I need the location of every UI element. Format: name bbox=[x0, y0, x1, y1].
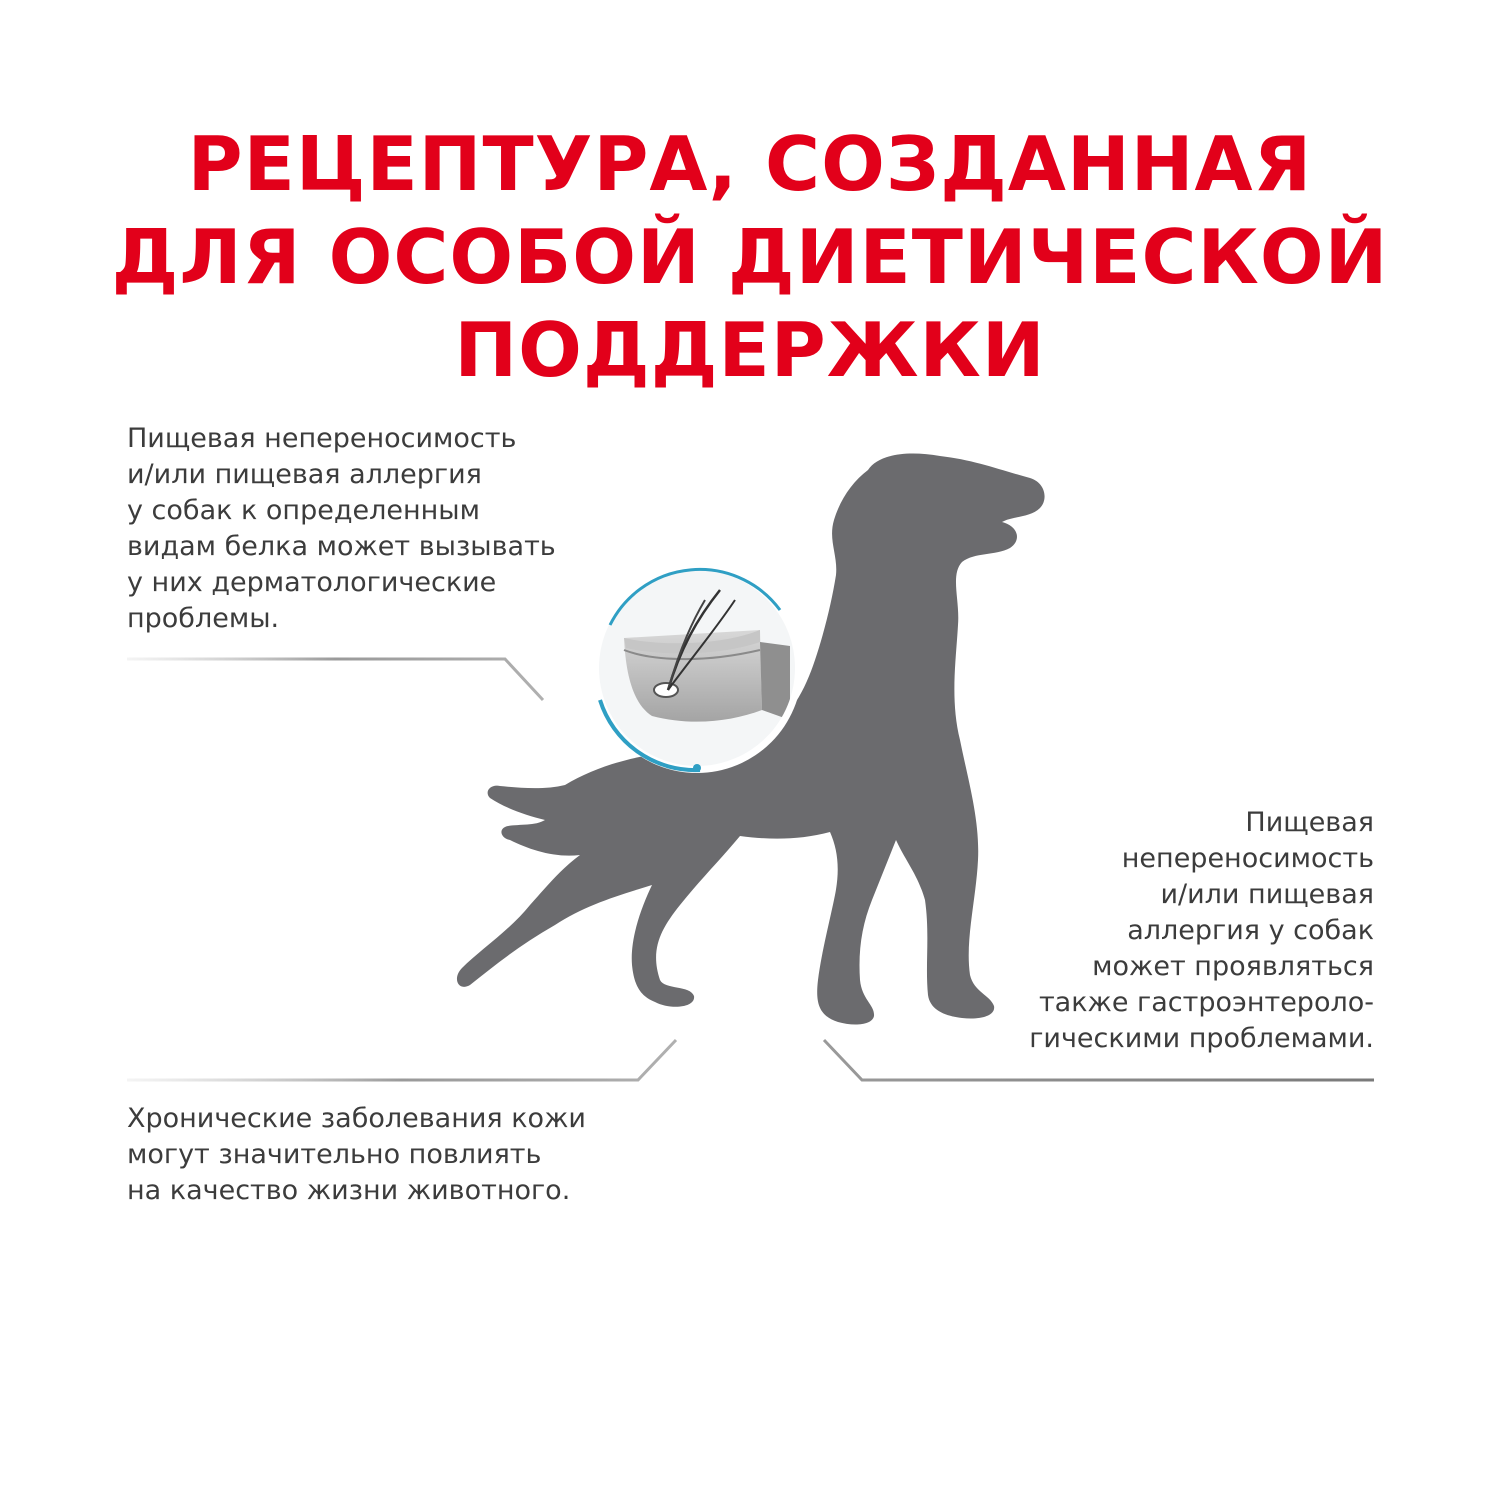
callout-line: Пищевая bbox=[1245, 807, 1374, 838]
callout-line: гическими проблемами. bbox=[1029, 1023, 1374, 1054]
callout-line: может проявляться bbox=[1092, 951, 1374, 982]
leader-line-chronic bbox=[127, 1040, 676, 1080]
callout-skin-text bbox=[127, 421, 556, 637]
callout-line: Хронические заболевания кожи bbox=[127, 1103, 586, 1134]
callout-line: Пищевая непереносимость bbox=[127, 423, 517, 454]
callout-line: у собак к определенным bbox=[127, 495, 480, 526]
callout-line: и/или пищевая bbox=[1160, 879, 1374, 910]
callout-line: аллергия у собак bbox=[1127, 915, 1374, 946]
callout-line: на качество жизни животного. bbox=[127, 1175, 571, 1206]
page-title bbox=[0, 118, 1500, 397]
callout-line: могут значительно повлиять bbox=[127, 1139, 542, 1170]
callout-line: также гастроэнтероло- bbox=[1038, 987, 1374, 1018]
callout-line: и/или пищевая аллергия bbox=[127, 459, 482, 490]
title-line-2: ДЛЯ ОСОБОЙ ДИЕТИЧЕСКОЙ bbox=[111, 213, 1389, 301]
title-line-1: РЕЦЕПТУРА, СОЗДАННАЯ bbox=[187, 120, 1313, 208]
callout-line: проблемы. bbox=[127, 603, 280, 634]
callout-digestive-text bbox=[1029, 805, 1374, 1057]
title-line-3: ПОДДЕРЖКИ bbox=[454, 306, 1046, 394]
callout-line: непереносимость bbox=[1121, 843, 1374, 874]
callout-line: у них дерматологические bbox=[127, 567, 497, 598]
callout-chronic-text bbox=[127, 1101, 586, 1209]
leader-line-skin bbox=[127, 659, 543, 700]
callout-line: видам белка может вызывать bbox=[127, 531, 556, 562]
